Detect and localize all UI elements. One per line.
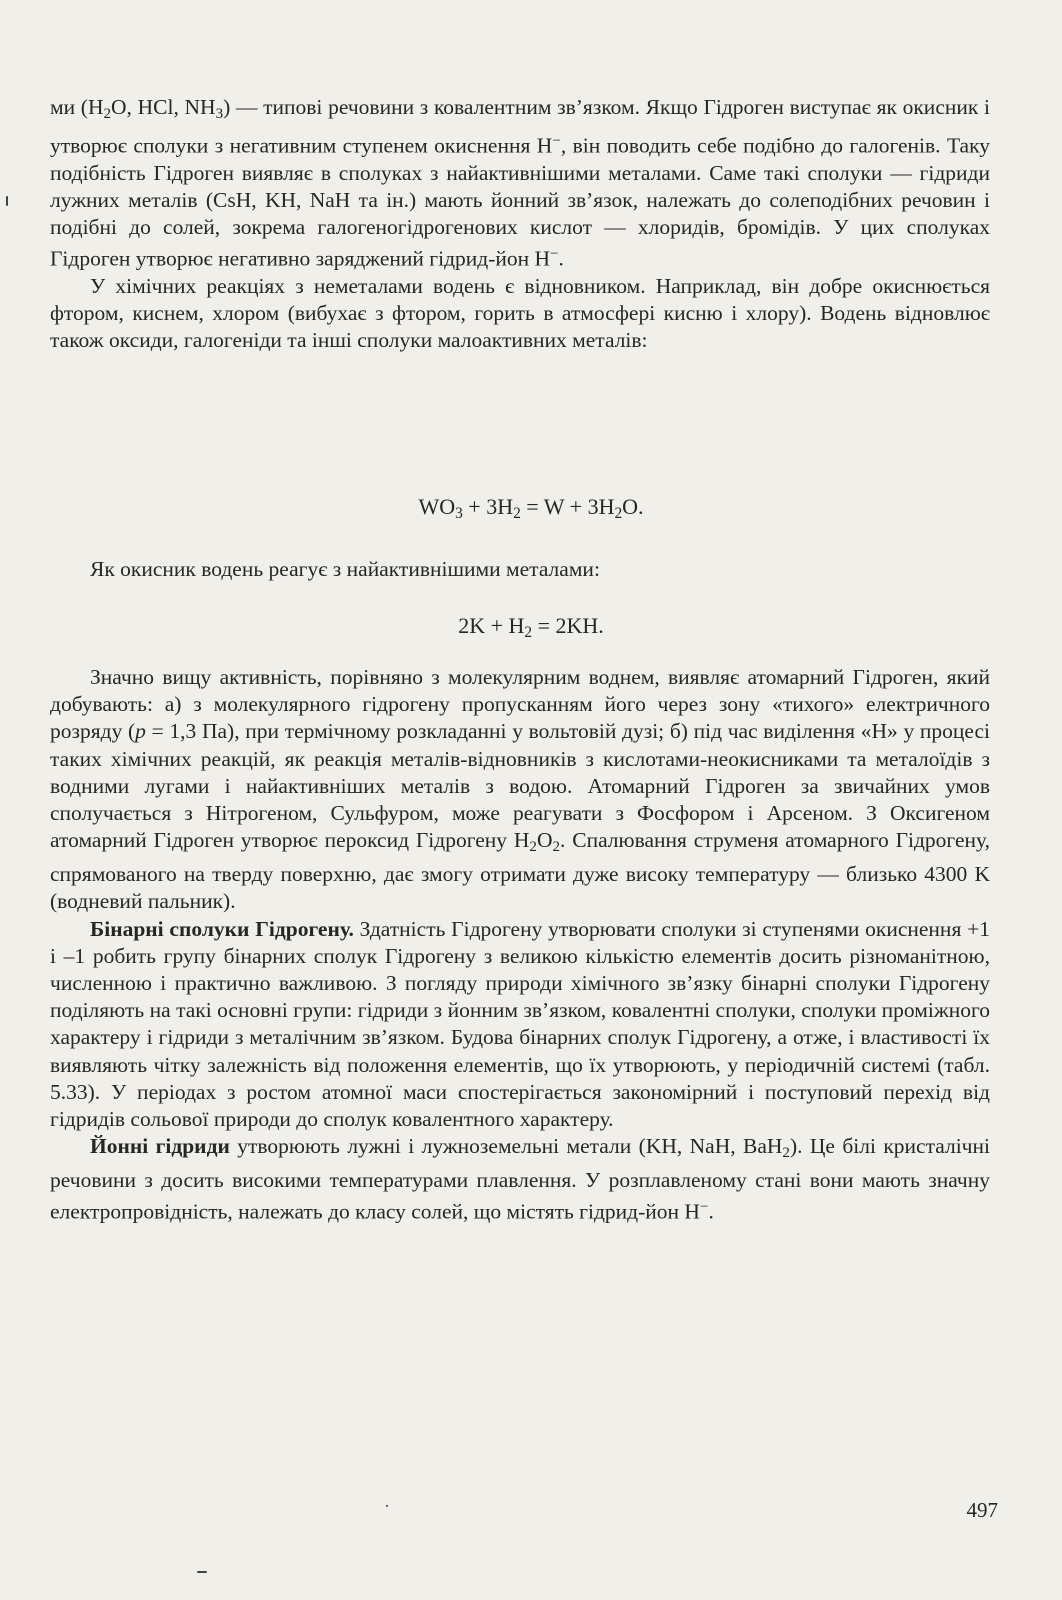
p4-text-1: Значно вищу активність, порівняно з молекулярним воднем, виявляє атомарний Гідроген, який добувають: а) з молекулярного гідрогену пропусканням його через зону «тихого» електричного розряду ( (50, 665, 990, 744)
p1-sup-1: − (552, 132, 561, 149)
eq1-sub-a: 3 (455, 504, 463, 522)
paragraph-atomic-hydrogen (50, 664, 990, 916)
scan-mark-bottom (197, 1571, 207, 1573)
p4-text-3: O (536, 828, 553, 853)
p1-sup-2: − (550, 246, 559, 263)
paragraph-oxidizer: Як окисник водень реагує з найактивнішими металами: (90, 557, 600, 581)
p6-sup-1: − (699, 1199, 709, 1216)
paragraph-reducing-agent: У хімічних реакціях з неметалами водень є відновником. Наприклад, він добре окиснюється фтором, киснем, хлором (вибухає з фтором, горить в атмосфері кисню і хлору). Водень відновлює також оксиди, галогеніди та інші сполуки малоактивних металів: (50, 274, 990, 353)
p4-text-2: = 1,3 Па), при термічному розкладанні у вольтовій дузі; б) під час виділення «H» у процесі таких хімічних реакцій, як реакція металів-відновників з кислотами-неокисниками та металоїдів з водними лугами і найактивніших металів з водою. Атомарний Гідроген за звичайних умов сполучається з Нітрогеном, Сульфуром, може реагувати з Фосфором і Арсеном. З Оксигеном атомарний Гідроген утворює пероксид Гідрогену H (50, 719, 990, 853)
eq2-part-a: 2K + H (458, 613, 525, 638)
p6-text-2: ). Це білі кристалічні речовини з досить високими температурами плавлення. У розплавленому стані вони мають значну електропровідність, належать до класу солей, що містять гідрид-йон H (50, 1134, 990, 1224)
scan-dot (386, 1505, 388, 1507)
p4-sub-1: 2 (529, 838, 537, 855)
text-block-bottom (50, 664, 990, 1226)
p1-text-1: ми (H (50, 95, 104, 119)
eq1-part-b: + 3H (462, 494, 514, 519)
p4-text-4: . Спалювання струменя атомарного Гідрогену, спрямованого на тверду поверхню, дає змогу отримати дуже високу температуру — близько 4300 K (водневий пальник). (50, 828, 990, 914)
p1-sub-1: 2 (103, 105, 112, 122)
paragraph-hydrogen-oxidation (50, 94, 990, 273)
p6-sub-1: 2 (782, 1144, 790, 1161)
p1-text-2: O, HCl, NH (111, 95, 216, 119)
eq1-sub-b: 2 (513, 504, 521, 522)
eq1-part-c: = W + 3H (520, 494, 615, 519)
p6-text-1: утворюють лужні і лужноземельні метали (KH, NaH, BaH (229, 1134, 783, 1159)
p1-text-3: ) — типові речовини з ковалентним зв’язком. Якщо Гідроген виступає як окисник і утворює сполуки з негативним ступенем окиснення H (50, 95, 990, 158)
page-number: 497 (966, 1498, 998, 1522)
eq1-part-d: O. (622, 494, 644, 519)
eq2-part-b: = 2KH. (532, 613, 604, 638)
p4-sub-2: 2 (552, 838, 561, 855)
p1-sub-2: 3 (215, 105, 224, 122)
text-block-top (50, 94, 990, 355)
equation-kh (0, 613, 1062, 642)
text-block-oxidizer (50, 556, 990, 583)
binary-compounds-heading: Бінарні сполуки Гідрогену. (90, 916, 354, 941)
eq1-part-a: WO (418, 494, 456, 519)
equation-wo3 (0, 494, 1062, 523)
p6-text-3: . (708, 1199, 714, 1224)
eq1-sub-c: 2 (614, 504, 623, 522)
scan-mark-left (6, 196, 8, 206)
p1-text-4: , він поводить себе подібно до галогенів. Таку подібність Гідроген виявляє в сполуках з найактивнішими металами. Саме такі сполуки — гідриди лужних металів (CsH, KH, NaH та ін.) мають йонний зв’язок, належать до солеподібних речовин і подібні до солей, зокрема галогеногідрогенових кислот — хлоридів, бромідів. У цих сполуках Гідроген утворює негативно заряджений гідрид-йон H (50, 133, 990, 271)
p5-text: Здатність Гідрогену утворювати сполуки зі ступенями окиснення +1 і –1 робить групу бінарних сполук Гідрогену з великою кількістю елементів досить різноманітною, численною і практично важливою. З погляду природи хімічного зв’язку бінарні сполуки Гідрогену поділяють на такі основні групи: гідриди з йонним зв’язком, ковалентні сполуки, сполуки проміжного характеру і гідриди з металічним зв’язком. Будова бінарних сполук Гідрогену, а отже, і властивості їх виявляють чітку залежність від положення елементів, що їх утворюють, у періодичній системі (табл. 5.33). У періодах з ростом атомної маси спостерігається закономірний і поступовий перехід від гідридів сольової природи до сполук ковалентного характеру. (50, 916, 990, 1131)
paragraph-binary-compounds (50, 916, 990, 1134)
p1-text-5: . (558, 246, 564, 271)
eq2-sub-a: 2 (524, 623, 533, 641)
p4-pressure-symbol: p (135, 719, 146, 744)
paragraph-ionic-hydrides (50, 1133, 990, 1226)
ionic-hydrides-heading: Йонні гідриди (90, 1134, 230, 1159)
